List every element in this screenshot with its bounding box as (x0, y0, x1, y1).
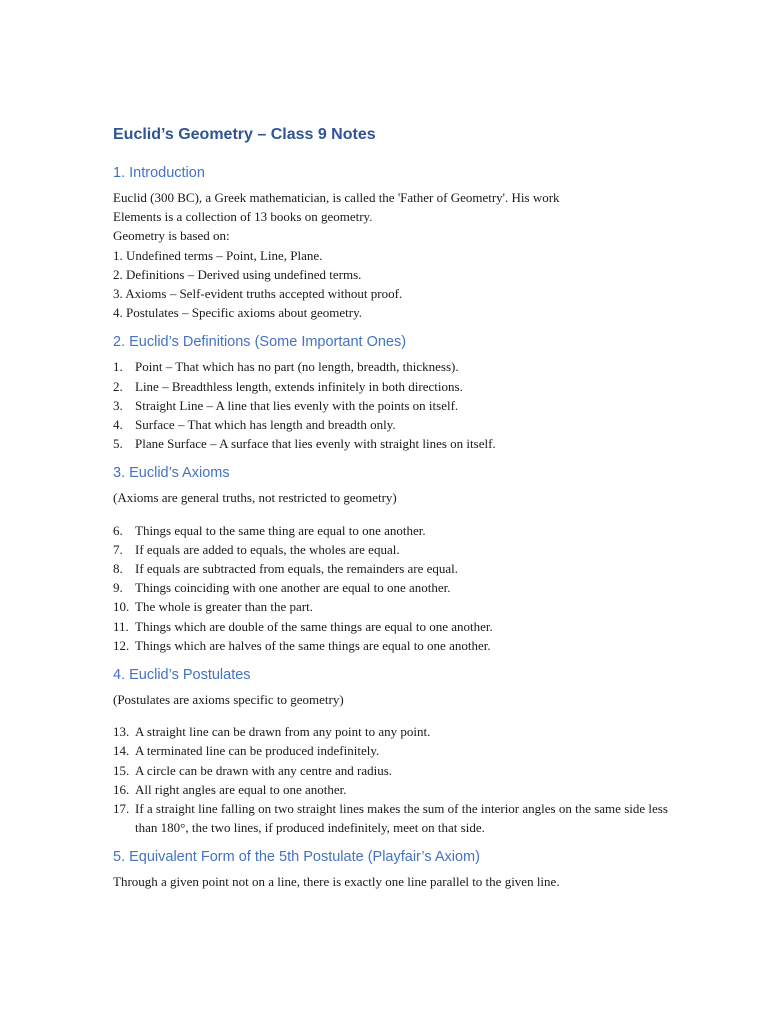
section-note: (Axioms are general truths, not restricted to geometry) (113, 490, 397, 506)
list-text: If equals are subtracted from equals, the remainders are equal. (135, 561, 459, 577)
list-number: 10. (113, 599, 130, 615)
paragraph-line: Geometry is based on: (113, 228, 230, 244)
list-item (113, 722, 673, 741)
paragraph-line: 2. Definitions – Derived using undefined terms. (113, 266, 362, 282)
list-item (113, 540, 673, 559)
section-heading: 1. Introduction (113, 165, 205, 181)
paragraph-line: 1. Undefined terms – Point, Line, Plane. (113, 247, 323, 263)
list-item (113, 799, 673, 837)
list-item (113, 741, 673, 760)
list-number: 8. (113, 561, 123, 577)
list-text: Things which are double of the same things are equal to one another. (135, 618, 493, 634)
postulates-list (113, 722, 673, 837)
list-number: 15. (113, 762, 130, 778)
spacer (113, 709, 673, 722)
list-text: Point – That which has no part (no length, breadth, thickness). (135, 359, 459, 375)
spacer (113, 508, 673, 521)
section-postulates (113, 664, 673, 837)
list-text: If equals are added to equals, the wholes are equal. (135, 541, 400, 557)
list-text: Line – Breadthless length, extends infinitely in both directions. (135, 378, 463, 394)
document-title: Euclid’s Geometry – Class 9 Notes (113, 126, 376, 143)
paragraph-line: Elements is a collection of 13 books on geometry. (113, 209, 373, 225)
list-text: Plane Surface – A surface that lies evenly with straight lines on itself. (135, 436, 496, 452)
list-item (113, 521, 673, 540)
list-text: All right angles are equal to one another. (135, 781, 347, 797)
list-text: A terminated line can be produced indefinitely. (135, 743, 380, 759)
definitions-list (113, 357, 673, 453)
list-text: The whole is greater than the part. (135, 599, 313, 615)
list-number: 12. (113, 637, 130, 653)
list-text: Surface – That which has length and breadth only. (135, 417, 396, 433)
list-item (113, 377, 673, 396)
section-heading: 2. Euclid’s Definitions (Some Important Ones) (113, 334, 407, 351)
list-item (113, 434, 673, 453)
list-text: Things which are halves of the same things are equal to one another. (135, 637, 491, 653)
list-item (113, 559, 673, 578)
section-playfair-axiom (113, 846, 673, 891)
list-text: If a straight line falling on two straight lines makes the sum of the interior angles on the same side less than 180°, the two lines, if produced indefinitely, meet on that side. (135, 801, 668, 836)
list-number: 7. (113, 541, 123, 557)
axioms-list (113, 521, 673, 655)
list-item (113, 636, 673, 655)
list-number: 9. (113, 580, 123, 596)
list-number: 11. (113, 618, 129, 634)
paragraph-line: Euclid (300 BC), a Greek mathematician, is called the 'Father of Geometry'. His work (113, 190, 560, 205)
paragraph-line: 4. Postulates – Specific axioms about geometry. (113, 305, 362, 321)
list-item (113, 761, 673, 780)
list-number: 5. (113, 436, 123, 452)
list-item (113, 415, 673, 434)
list-item (113, 396, 673, 415)
list-number: 13. (113, 724, 130, 740)
section-definitions (113, 331, 673, 453)
list-item (113, 597, 673, 616)
document-page (113, 122, 673, 901)
list-text: A straight line can be drawn from any point to any point. (135, 724, 431, 740)
section-axioms (113, 462, 673, 655)
paragraph-line: 3. Axioms – Self-evident truths accepted without proof. (113, 286, 403, 302)
section-note: (Postulates are axioms specific to geometry) (113, 692, 344, 708)
list-text: Things coinciding with one another are equal to one another. (135, 580, 451, 596)
list-number: 3. (113, 397, 123, 413)
section-introduction (113, 162, 673, 322)
list-number: 6. (113, 522, 123, 538)
section-heading: 3. Euclid’s Axioms (113, 465, 230, 482)
paragraph-line: Through a given point not on a line, there is exactly one line parallel to the given line. (113, 874, 560, 890)
list-text: A circle can be drawn with any centre and radius. (135, 762, 393, 778)
section-heading: 5. Equivalent Form of the 5th Postulate (Playfair’s Axiom) (113, 849, 480, 866)
list-item (113, 617, 673, 636)
list-text: Things equal to the same thing are equal to one another. (135, 522, 426, 538)
list-number: 17. (113, 801, 130, 817)
list-text: Straight Line – A line that lies evenly with the points on itself. (135, 397, 459, 413)
list-number: 4. (113, 417, 123, 433)
list-item (113, 578, 673, 597)
list-number: 2. (113, 378, 123, 394)
list-item (113, 357, 673, 376)
list-number: 14. (113, 743, 130, 759)
section-heading: 4. Euclid’s Postulates (113, 667, 251, 684)
list-number: 16. (113, 781, 130, 797)
list-item (113, 780, 673, 799)
list-number: 1. (113, 359, 123, 375)
